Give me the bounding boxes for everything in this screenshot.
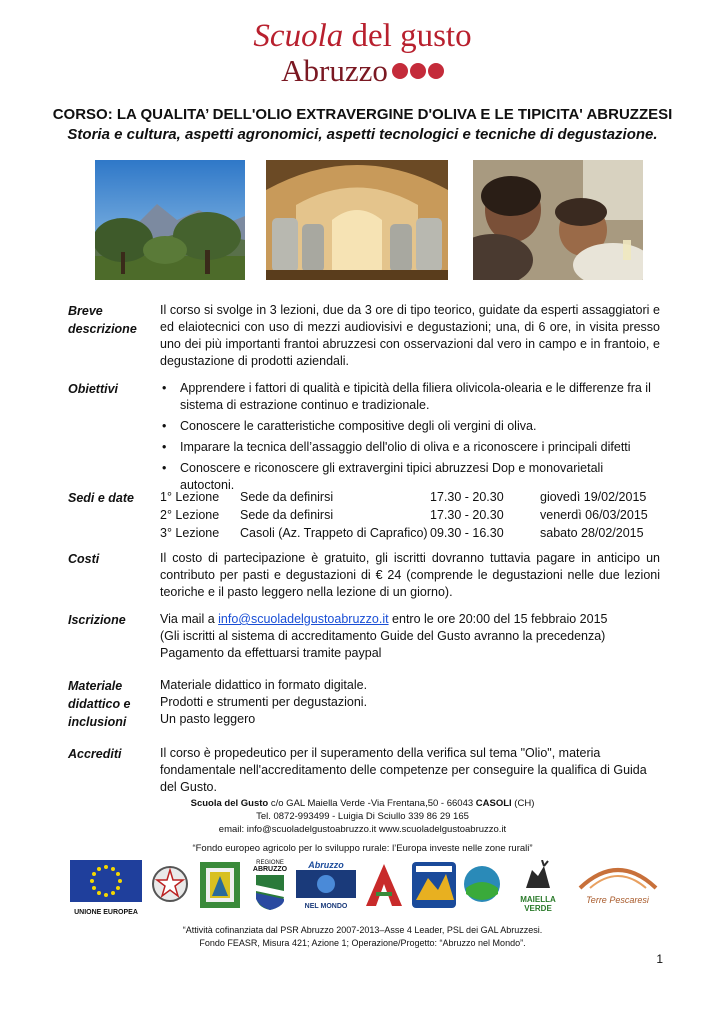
registration-line-2: (Gli iscritti al sistema di accreditamento Guide del Gusto avranno la precedenza) bbox=[160, 629, 606, 643]
leader-logo bbox=[198, 860, 242, 915]
logo-word-abruzzo: Abruzzo bbox=[281, 53, 388, 88]
course-subtitle: Storia e cultura, aspetti agronomici, aspetti tecnologici e tecniche di degustazione. bbox=[67, 126, 658, 143]
label-accrediti: Accrediti bbox=[68, 747, 122, 761]
logo-fork-icon bbox=[392, 63, 408, 79]
footer-email: email: info@scuoladelgustoabruzzo.it www.scuoladelgustoabruzzo.it bbox=[218, 824, 507, 835]
page-number: 1 bbox=[656, 952, 663, 966]
material-item: Prodotti e strumenti per degustazioni. bbox=[160, 695, 368, 709]
label-iscrizione: Iscrizione bbox=[68, 613, 126, 627]
objective-item: • Imparare la tecnica dell’assaggio dell'olio di oliva e a riconoscere i principali difetti bbox=[160, 439, 660, 456]
photo-olive-oil-cellar bbox=[266, 160, 448, 280]
lesson-time: 17.30 - 20.30 bbox=[430, 490, 504, 504]
gal-circle-logo bbox=[462, 860, 502, 915]
lesson-number: 1° Lezione bbox=[160, 490, 220, 504]
lesson-place: Sede da definirsi bbox=[240, 508, 334, 522]
lesson-time: 17.30 - 20.30 bbox=[430, 508, 504, 522]
sponsor-logos-row bbox=[70, 860, 660, 920]
label-costi: Costi bbox=[68, 552, 100, 566]
lessons-table bbox=[160, 489, 648, 543]
photo-olive-grove bbox=[95, 160, 245, 280]
lesson-number: 3° Lezione bbox=[160, 526, 220, 540]
course-title: CORSO: LA QUALITA’ DELL'OLIO EXTRAVERGINE D'OLIVA E LE TIPICITA' ABRUZZESI bbox=[52, 106, 673, 123]
lesson-place: Casoli (Az. Trappeto di Caprafico) bbox=[240, 526, 428, 540]
label-descrizione: descrizione bbox=[68, 322, 137, 336]
objective-item: • Conoscere e riconoscere gli extravergini tipici abruzzesi Dop e monovarietali autoctoni. bbox=[160, 460, 660, 494]
logo-word-scuola: Scuola bbox=[253, 18, 344, 54]
registration-line-1: Via mail a info@scuoladelgustoabruzzo.it entro le ore 20:00 del 15 febbraio 2015 bbox=[160, 612, 608, 626]
label-sedi-date: Sedi e date bbox=[68, 491, 134, 505]
table-row bbox=[160, 507, 648, 525]
eu-logo bbox=[70, 860, 142, 916]
logo-word-del-gusto: del gusto bbox=[351, 18, 472, 54]
logo-food-icons bbox=[392, 63, 444, 79]
label-materiale: Materiale bbox=[68, 679, 123, 693]
lesson-date: giovedì 19/02/2015 bbox=[540, 490, 647, 504]
regione-abruzzo-logo: REGIONE ABRUZZO bbox=[250, 860, 290, 916]
lesson-place: Sede da definirsi bbox=[240, 490, 334, 504]
description-text: Il corso si svolge in 3 lezioni, due da 3 ore di tipo teorico, guidate da esperti assaggiatori e ed elaiotecnici con uso di mezzi audiovisivi e degustazioni; una, di 6 ore, in visita presso uno dei più importanti frantoi abruzzesi con osservazioni dal vero in campo e in frantoio, e degustazione di prodotti aziendali. bbox=[160, 303, 660, 368]
label-didattico: didattico e bbox=[68, 697, 131, 711]
abruzzo-nel-mondo-logo: Abruzzo NEL MONDO bbox=[295, 860, 357, 910]
terre-pescaresi-logo: Terre Pescaresi bbox=[575, 860, 660, 905]
footer-address: Scuola del Gusto c/o GAL Maiella Verde -Via Frentana,50 - 66043 CASOLI (CH) bbox=[190, 798, 535, 809]
logo-fish-icon bbox=[410, 63, 426, 79]
photo-tasting-people bbox=[473, 160, 643, 280]
label-breve: Breve bbox=[68, 304, 103, 318]
objective-item: • Apprendere i fattori di qualità e tipicità della filiera olivicola-olearia e le differenze fra il sistema di estrazione continuo e tradizionale. bbox=[160, 380, 660, 414]
lesson-number: 2° Lezione bbox=[160, 508, 220, 522]
material-item: Un pasto leggero bbox=[160, 712, 256, 726]
costs-text: Il costo di partecipazione è gratuito, gli iscritti dovranno tuttavia pagare in anticipo un contributo per pasti e degustazioni di € 24 (comprende le degustazioni nelle due lezioni teoriche e il pasto leggero nella lezione di un giorno). bbox=[160, 551, 660, 599]
appennino-teramano-logo bbox=[410, 860, 458, 915]
lesson-time: 09.30 - 16.30 bbox=[430, 526, 504, 540]
table-row bbox=[160, 525, 648, 543]
label-inclusioni: inclusioni bbox=[68, 715, 127, 729]
gal-a-logo bbox=[362, 860, 406, 915]
objectives-list bbox=[160, 380, 660, 494]
cofunding-line-1: “Attività cofinanziata dal PSR Abruzzo 2007-2013–Asse 4 Leader, PSL dei GAL Abruzzesi. bbox=[182, 925, 543, 935]
lesson-date: sabato 28/02/2015 bbox=[540, 526, 644, 540]
italian-republic-emblem bbox=[150, 860, 190, 915]
email-link[interactable]: info@scuoladelgustoabruzzo.it bbox=[218, 612, 389, 626]
table-row bbox=[160, 489, 648, 507]
registration-line-3: Pagamento da effettuarsi tramite paypal bbox=[160, 646, 382, 660]
label-obiettivi: Obiettivi bbox=[68, 382, 119, 396]
cofunding-line-2: Fondo FEASR, Misura 421; Azione 1; Operazione/Progetto: “Abruzzo nel Mondo”. bbox=[199, 938, 526, 948]
material-item: Materiale didattico in formato digitale. bbox=[160, 678, 368, 692]
logo-glass-icon bbox=[428, 63, 444, 79]
objective-item: • Conoscere le caratteristiche compositive degli oli vergini di oliva. bbox=[160, 418, 660, 435]
maiella-verde-logo: MAIELLA VERDE bbox=[508, 860, 568, 913]
eu-logo-label: UNIONE EUROPEA bbox=[74, 909, 138, 916]
school-logo bbox=[0, 18, 725, 88]
accreditation-text: Il corso è propedeutico per il superamento della verifica sul tema "Olio", materia fondamentale nell'accreditamento delle competenze per conseguire la qualifica di Guida del Gusto. bbox=[160, 746, 647, 794]
footer-quote: “Fondo europeo agricolo per lo sviluppo rurale: l’Europa investe nelle zone rurali” bbox=[192, 843, 533, 854]
footer-phone: Tel. 0872-993499 - Luigia Di Sciullo 339 86 29 165 bbox=[256, 811, 469, 822]
lesson-date: venerdì 06/03/2015 bbox=[540, 508, 648, 522]
